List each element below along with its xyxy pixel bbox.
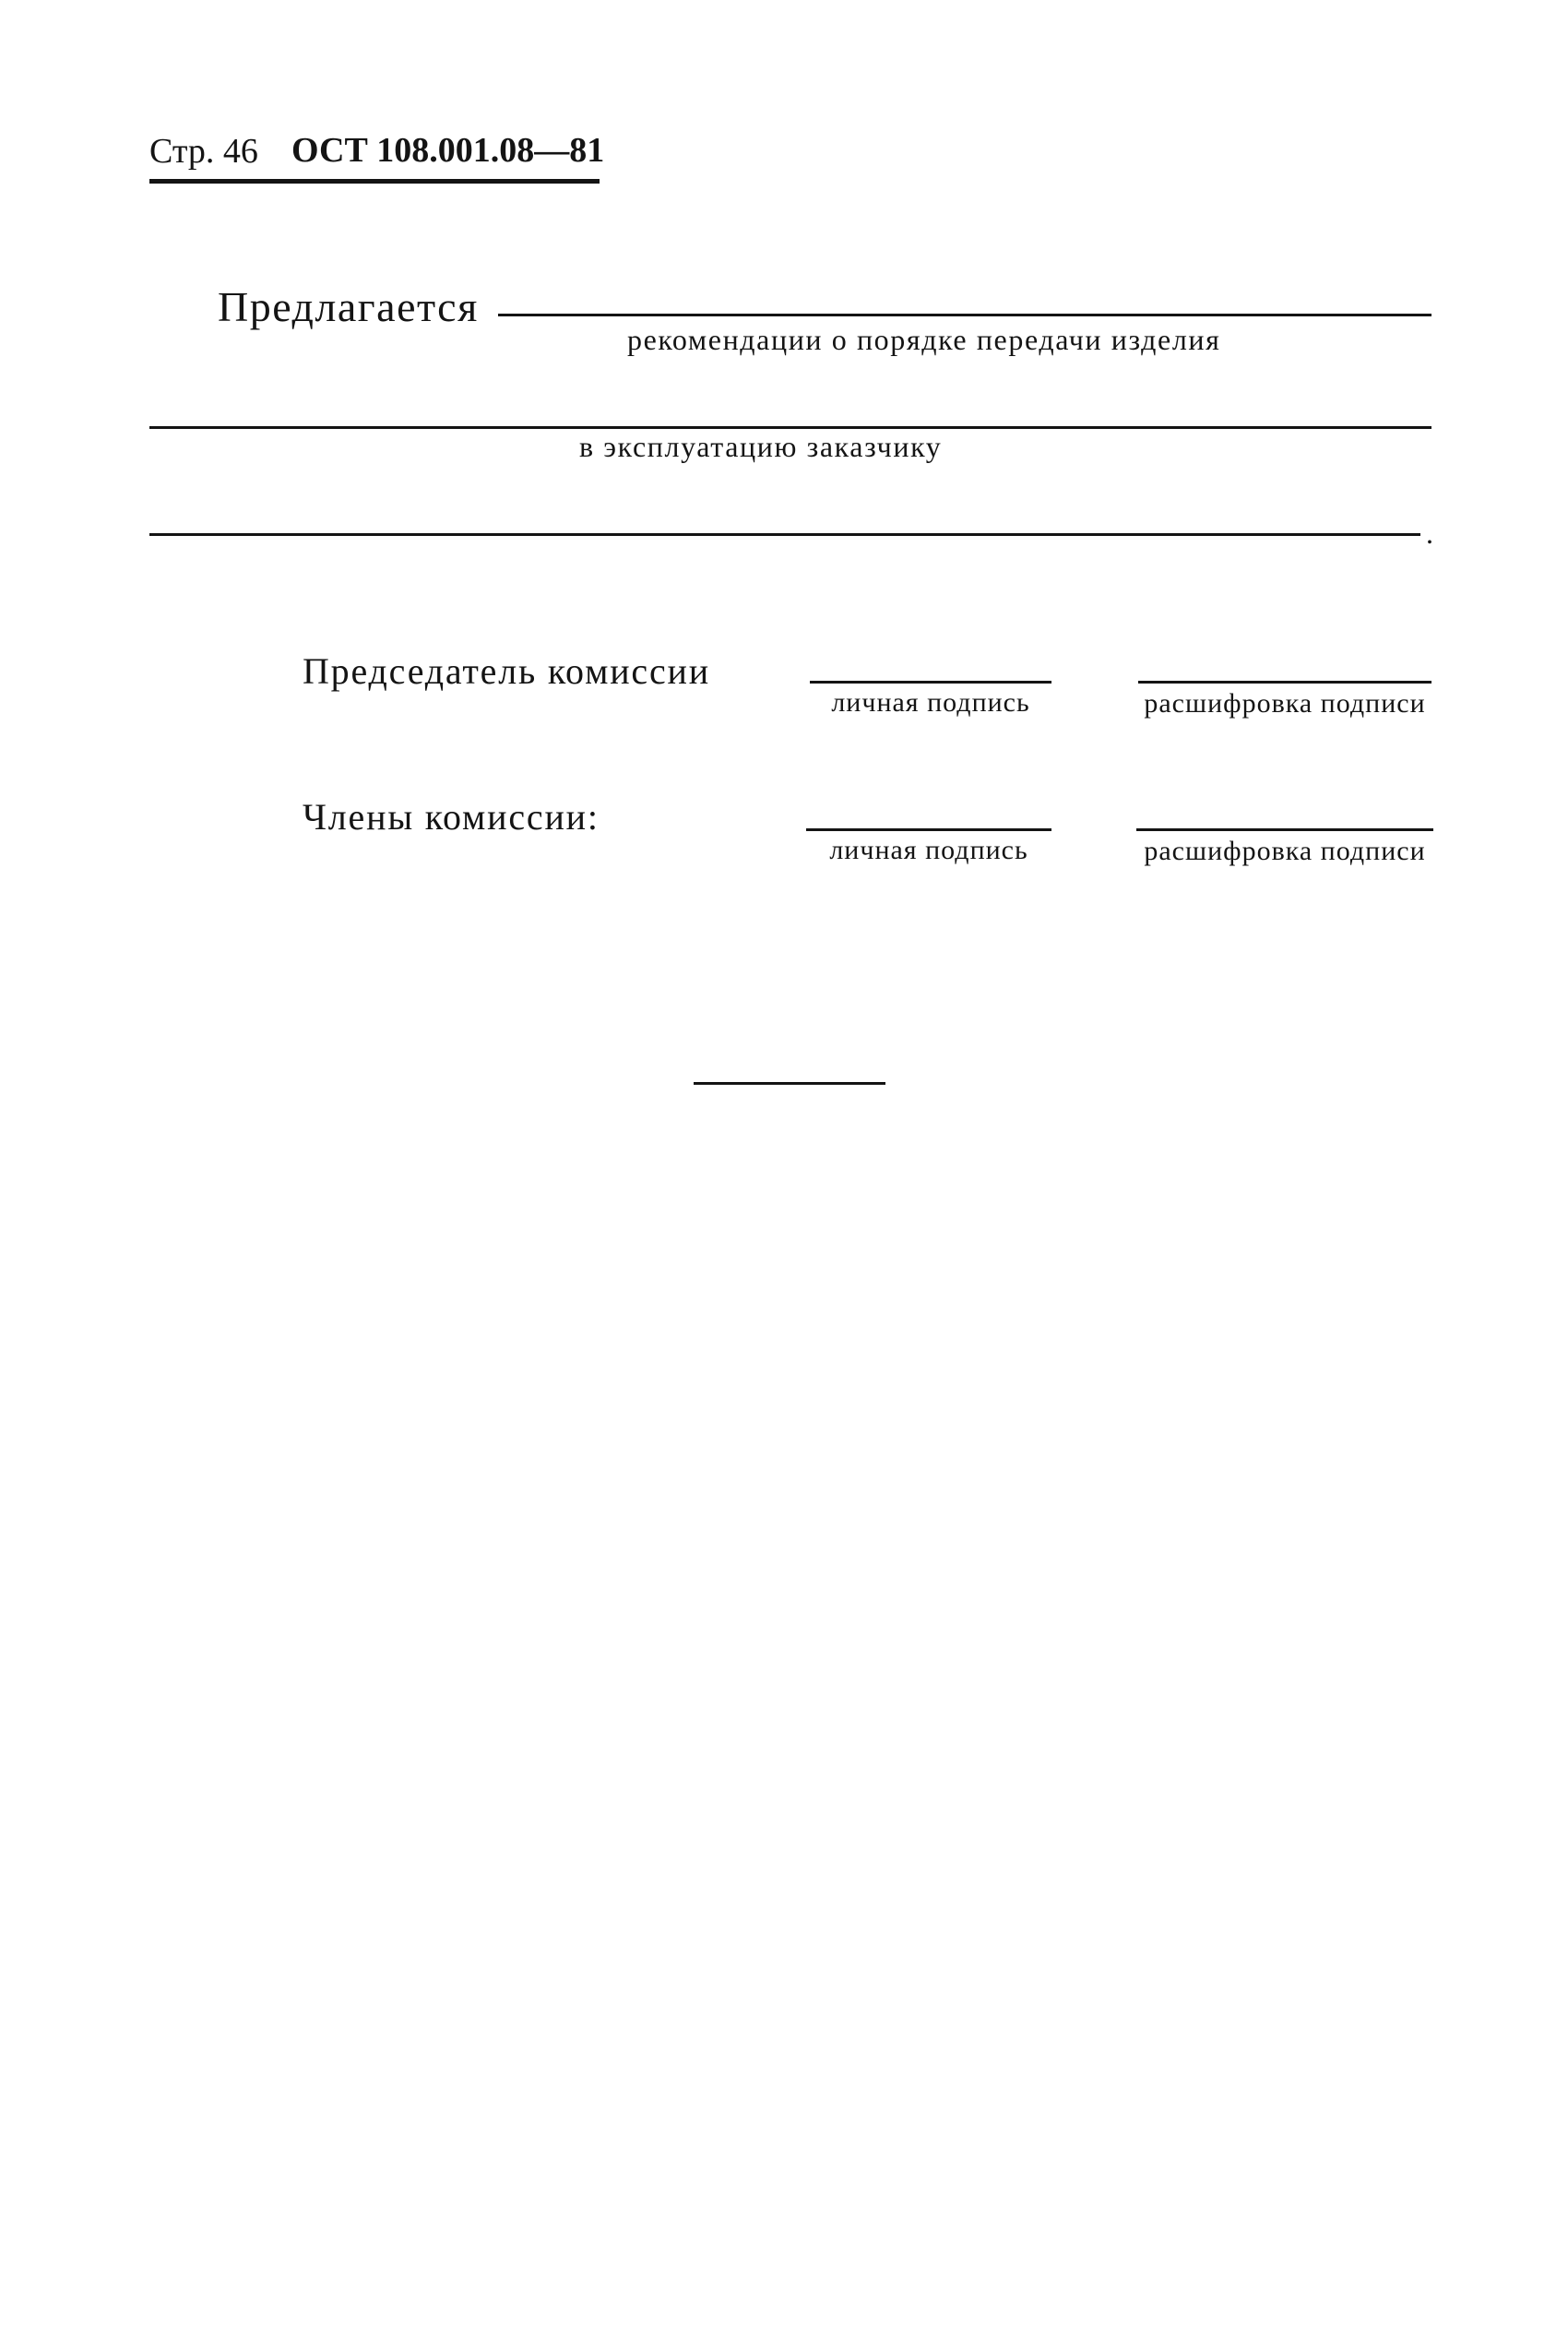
proposal-end-mark: . <box>1426 517 1433 550</box>
proposal-hint-2: в эксплуатацию заказчику <box>579 430 943 463</box>
proposal-fill-line-3[interactable] <box>149 533 1420 536</box>
chairman-signature-line[interactable] <box>810 681 1051 684</box>
chairman-decoding-line[interactable] <box>1138 681 1431 684</box>
chairman-decoding-caption: расшифровка подписи <box>1144 688 1426 719</box>
closing-rule <box>694 1082 885 1085</box>
proposal-hint-1: рекомендации о порядке передачи изделия <box>627 323 1221 356</box>
member-decoding-line[interactable] <box>1136 828 1433 831</box>
chairman-signature-caption: личная подпись <box>831 687 1030 718</box>
proposal-lead: Предлагается <box>218 283 479 330</box>
member-signature-line[interactable] <box>806 828 1051 831</box>
header-underline <box>149 179 600 184</box>
chairman-label: Председатель комиссии <box>303 650 710 692</box>
members-label: Члены комиссии: <box>303 796 600 838</box>
page-number: Стр. 46 <box>149 132 258 171</box>
proposal-fill-line-2[interactable] <box>149 426 1431 429</box>
member-signature-caption: личная подпись <box>829 835 1028 865</box>
proposal-fill-line-1[interactable] <box>498 314 1431 316</box>
member-decoding-caption: расшифровка подписи <box>1144 836 1426 866</box>
standard-code: ОСТ 108.001.08—81 <box>291 131 605 170</box>
